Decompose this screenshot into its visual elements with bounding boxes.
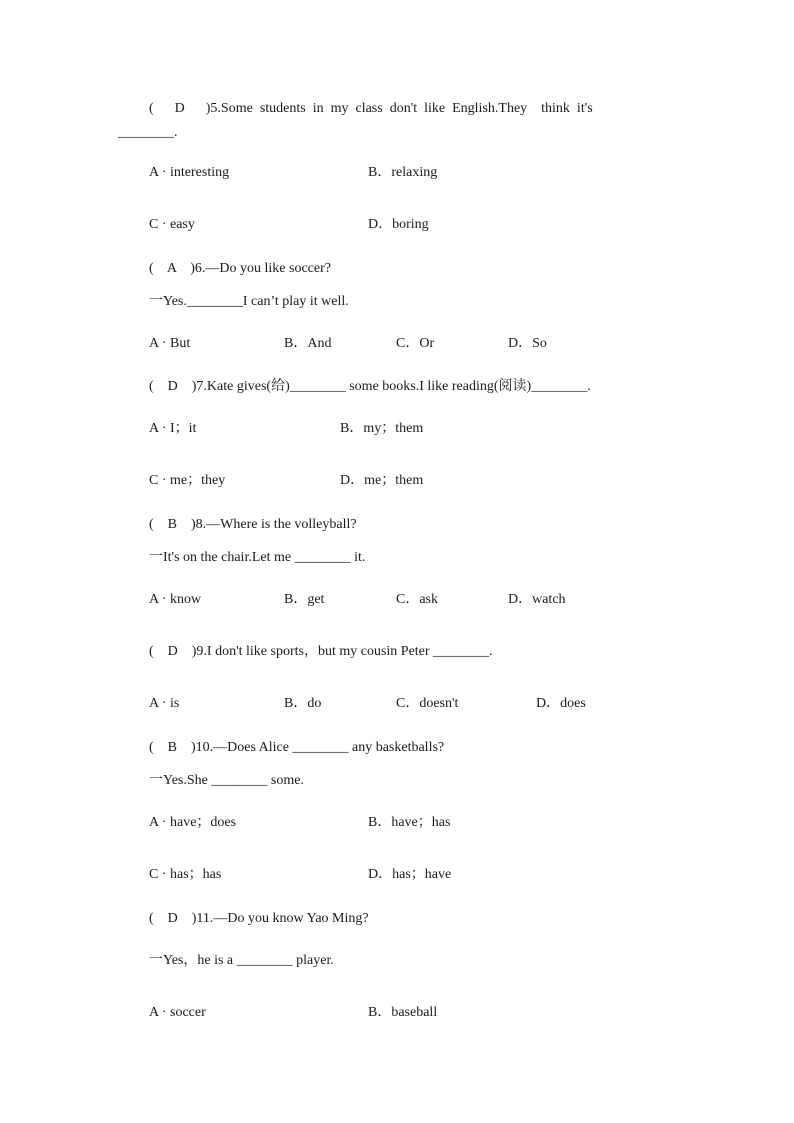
question-11-option-a: A · soccer (149, 1005, 206, 1020)
question-10-reply: 一Yes.She ________ some. (149, 773, 304, 788)
question-6-stem: ( A )6.—Do you like soccer? (149, 261, 331, 276)
question-9-option-a: A · is (149, 696, 180, 711)
question-6-option-a: A · But (149, 336, 191, 351)
question-5-stem-continued: ________. (118, 125, 178, 140)
question-11-stem: ( D )11.—Do you know Yao Ming? (149, 911, 369, 926)
question-10-option-a: A · have；does (149, 815, 237, 830)
question-7-stem: ( D )7.Kate gives(给)________ some books.I like reading(阅读)________. (149, 379, 591, 394)
question-7-option-c: C · me；they (149, 473, 226, 488)
question-10-stem: ( B )10.—Does Alice ________ any basketballs? (149, 740, 445, 755)
question-5-option-a: A · interesting (149, 165, 230, 180)
question-8-option-a: A · know (149, 592, 202, 607)
question-9-option-d: D．does (536, 696, 586, 711)
question-9-stem: ( D )9.I don't like sports，but my cousin Peter ________. (149, 644, 493, 659)
question-9-option-b: B．do (284, 696, 322, 711)
question-8-option-d: D．watch (508, 592, 566, 607)
question-6-option-b: B．And (284, 336, 332, 351)
question-11-option-b: B．baseball (368, 1005, 438, 1020)
question-10-option-c: C · has；has (149, 867, 222, 882)
question-7-option-a: A · I；it (149, 421, 197, 436)
question-10-option-b: B．have；has (368, 815, 451, 830)
question-11-reply: 一Yes，he is a ________ player. (149, 953, 334, 968)
question-9-option-c: C．doesn't (396, 696, 459, 711)
question-7-option-b: B．my；them (340, 421, 424, 436)
question-6-option-d: D．So (508, 336, 547, 351)
question-8-reply: 一It's on the chair.Let me ________ it. (149, 550, 366, 565)
question-7-option-d: D．me；them (340, 473, 424, 488)
question-5-stem: ( D )5.Some students in my class don't like English.They think it's (149, 101, 593, 116)
question-6-reply: 一Yes.________I can’t play it well. (149, 294, 349, 309)
question-8-option-c: C．ask (396, 592, 438, 607)
question-5-option-d: D．boring (368, 217, 429, 232)
question-10-option-d: D．has；have (368, 867, 452, 882)
question-8-option-b: B．get (284, 592, 325, 607)
question-5-option-c: C · easy (149, 217, 195, 232)
question-6-option-c: C．Or (396, 336, 435, 351)
question-5-option-b: B．relaxing (368, 165, 438, 180)
question-8-stem: ( B )8.—Where is the volleyball? (149, 517, 357, 532)
